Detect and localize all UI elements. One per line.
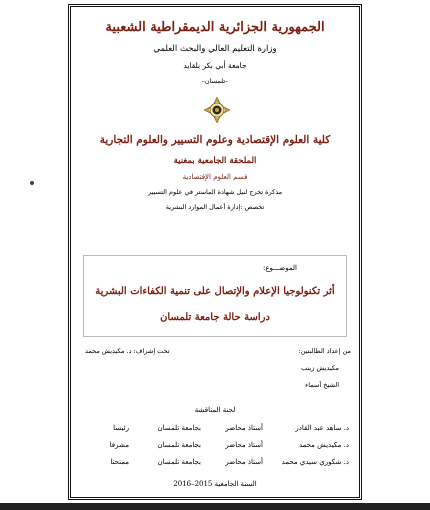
university-line: جامعة أبي بكر بلقايد — [183, 61, 247, 70]
students-label: من إعداد الطالبتين: — [298, 347, 351, 355]
student-name: الشيخ أسماء — [305, 381, 339, 389]
annex-name: الملحقة الجامعية بمغنية — [173, 156, 257, 166]
memo-description: مذكرة تخرج لنيل شهادة الماستر في علوم التسيير — [147, 188, 283, 196]
member-university: بجامعة تلمسان — [157, 424, 201, 432]
member-university: بجامعة تلمسان — [157, 441, 201, 449]
member-role: رئيسا — [113, 424, 129, 432]
department-name: قسم العلوم الإقتصادية — [182, 173, 248, 181]
thesis-subtitle: دراسة حالة جامعة تلمسان — [160, 312, 270, 323]
topic-label: الموضـــوع: — [263, 264, 297, 272]
student-name: مكيديش زينب — [301, 364, 339, 372]
member-rank: أستاذ محاضر — [225, 424, 263, 432]
document-page — [68, 4, 362, 500]
ministry-line: وزارة التعليم العالي والبحث العلمي — [153, 44, 277, 54]
member-name: د. مكيديش محمد — [298, 441, 349, 449]
member-name: د. شكوري سيدي محمد — [281, 458, 349, 466]
committee-label: لجنة المناقشة — [194, 406, 236, 414]
member-rank: أستاذ محاضر — [225, 458, 263, 466]
university-seal-icon — [202, 95, 232, 125]
republic-heading: الجمهورية الجزائرية الديمقراطية الشعبية — [105, 20, 325, 35]
member-role: ممتحنا — [110, 458, 129, 466]
member-role: مشرفا — [109, 441, 129, 449]
member-name: د. ساهد عبد القادر — [295, 424, 349, 432]
specialty-line: تخصص :إدارة أعمال الموارد البشرية — [165, 203, 265, 211]
member-rank: أستاذ محاضر — [225, 441, 263, 449]
viewer-bottom-edge — [0, 503, 430, 510]
member-university: بجامعة تلمسان — [157, 458, 201, 466]
thesis-title: أثر تكنولوجيا الإعلام والإتصال على تنمية الكفاءات البشرية — [95, 286, 335, 297]
academic-year: السنة الجامعية 2015–2016 — [173, 480, 257, 488]
city-line: –تلمسان– — [201, 77, 229, 85]
page-edge-mark — [30, 181, 34, 185]
faculty-name: كلية العلوم الإقتصادية وعلوم التسيير والعلوم التجارية — [99, 134, 331, 146]
supervisor-line: تحت إشراف: د. مكيديش محمد — [85, 347, 170, 355]
